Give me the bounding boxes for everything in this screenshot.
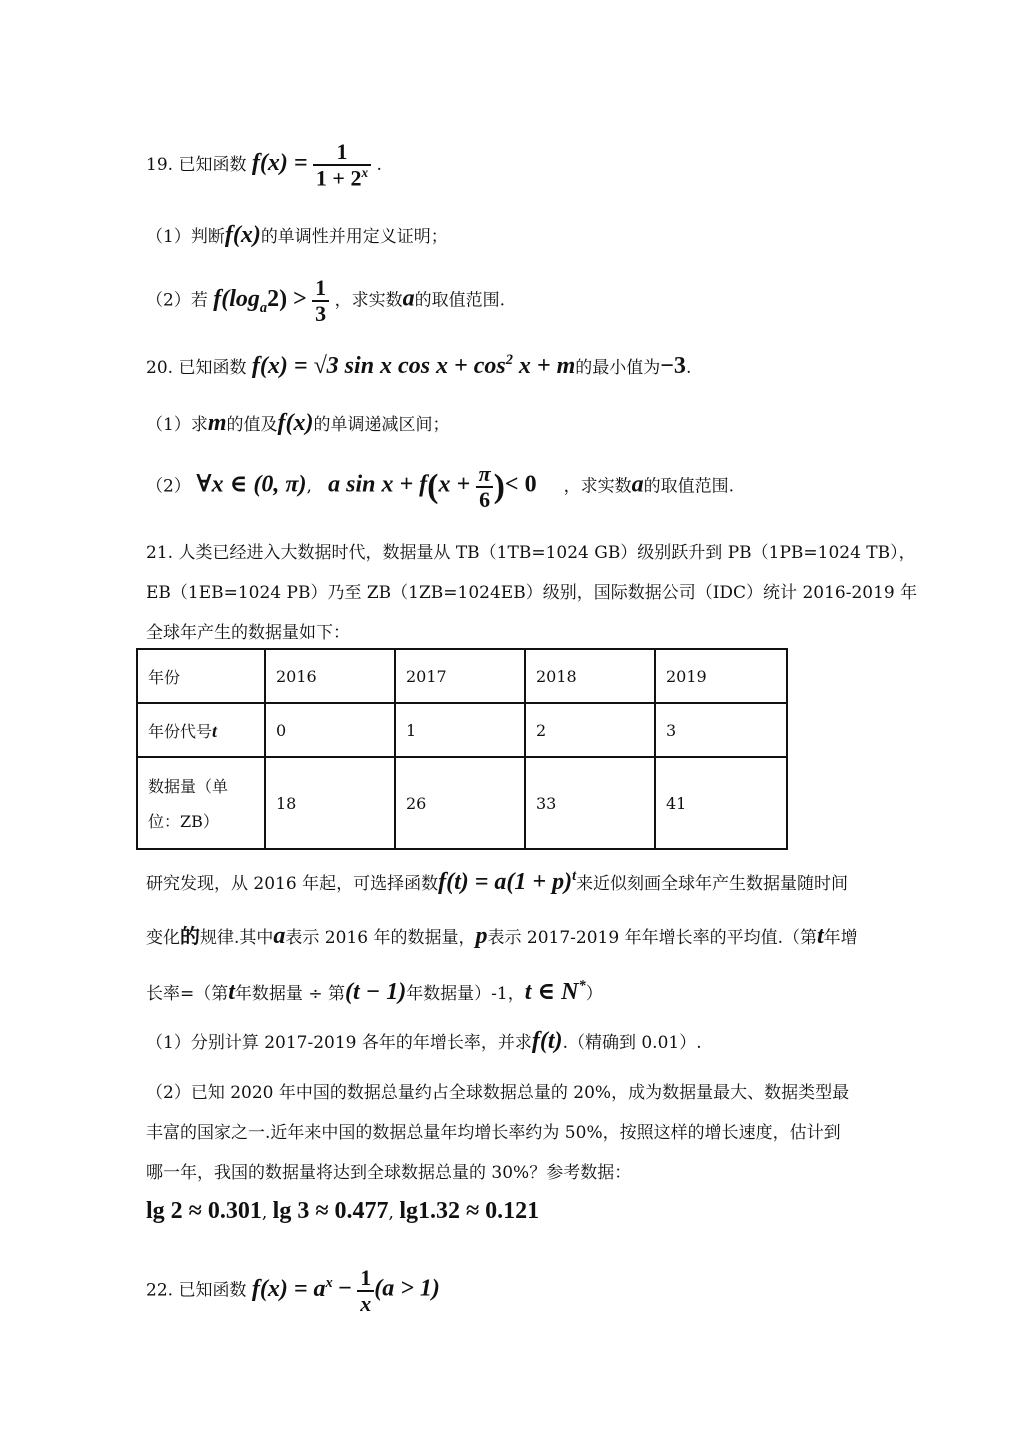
q20-p2-ineq-x: x + — [438, 471, 471, 498]
q21-sentence2: 变化的规律.其中a表示 2016 年的数据量，p表示 2017-2019 年年增长率的平均值.（第t年增 — [146, 923, 858, 949]
table-row — [137, 703, 787, 757]
q21-part1: （1）分别计算 2017-2019 各年的年增长率，并求f(t).（精确到 0.01）. — [146, 1028, 702, 1054]
q20-p2-comma: , — [306, 476, 312, 497]
q20-p1-label: （1）求 — [146, 415, 208, 435]
q19-fraction — [313, 140, 371, 191]
q20-part1 — [146, 410, 449, 437]
q21-cond: t ∈ N* — [524, 978, 586, 1005]
q19-p1-label: （1）判断 — [146, 227, 225, 247]
q22-cond: (a > 1) — [374, 1275, 440, 1302]
table-cell: 2017 — [395, 649, 525, 703]
q21-line2: EB（1EB=1024 PB）乃至 ZB（1ZB=1024EB）级别，国际数据公司（IDC）统计 2016-2019 年 — [146, 583, 918, 603]
q20-p2-text2: 的取值范围. — [643, 476, 735, 497]
table-cell: 年份 — [137, 649, 265, 703]
q21-part2-line2: 丰富的国家之一.近年来中国的数据总量年均增长率约为 50%，按照这样的增长速度，估计到 — [146, 1123, 841, 1143]
q20-paren-open: ( — [427, 468, 439, 506]
q20-lead: 已知函数 — [178, 358, 247, 378]
q19-p2-lhs: $f(\log_a2)$ > — [213, 285, 307, 316]
q21-line3: 全球年产生的数据量如下： — [146, 623, 350, 643]
table-row — [137, 649, 787, 703]
q20-p1-text2: 的单调递减区间； — [313, 415, 450, 435]
q20-p1-text1: 的值及 — [226, 415, 278, 435]
q22-lead: 已知函数 — [178, 1280, 247, 1301]
table-cell: 2018 — [525, 649, 655, 703]
table-row — [137, 757, 787, 849]
q21-part2-line3: 哪一年，我国的数据量将达到全球数据总量的 30%？参考数据： — [146, 1163, 632, 1183]
q20-p2-label: （2） — [146, 476, 191, 497]
q19-line — [146, 140, 382, 191]
q19-part1 — [146, 222, 448, 249]
q19-part2 — [146, 276, 505, 326]
table-cell: 1 — [395, 703, 525, 757]
data-table — [136, 648, 788, 850]
q22-minus: − — [338, 1275, 352, 1302]
table-cell: 0 — [265, 703, 395, 757]
table-cell: 2016 — [265, 649, 395, 703]
q19-p1-fx: f(x) — [224, 222, 261, 248]
q20-p1-fx: f(x) — [277, 410, 314, 436]
q19-p1-text: 的单调性并用定义证明； — [260, 227, 448, 247]
table-cell: 年份代号t — [137, 703, 265, 757]
q19-frac-den: $1 + 2^x$ — [313, 164, 371, 191]
q20-paren-close: ) — [493, 468, 505, 506]
q20-part2 — [146, 462, 734, 512]
q20-number: 20. — [146, 358, 174, 378]
q19-lead: 已知函数 — [178, 154, 247, 175]
q20-p2-fraction: $\frac{\pi}{6}$ — [476, 462, 494, 512]
q22-fraction: $\frac{1}{x}$ — [357, 1266, 374, 1316]
q20-p2-ineq-right: < 0 — [504, 471, 537, 498]
q19-p2-text2: 的取值范围. — [414, 290, 505, 311]
q20-minval: −3 — [660, 353, 686, 379]
table-cell: 18 — [265, 757, 395, 849]
q19-end: . — [376, 154, 382, 175]
q19-formula-lhs: f(x) = — [251, 149, 308, 176]
table-cell: 41 — [655, 757, 787, 849]
q21-model-formula: $f(t) = a(1 + p)^t$ — [438, 868, 577, 895]
q21-part2-line1: （2）已知 2020 年中国的数据总量约占全球数据总量的 20%，成为数据量最大、数据类型最 — [146, 1083, 850, 1103]
q20-p2-var: a — [631, 471, 644, 498]
q19-p2-var: a — [402, 285, 415, 312]
q21-sentence1: 研究发现，从 2016 年起，可选择函数$f(t) = a(1 + p)^t$来近似刻画全球年产生数据量随时间 — [146, 868, 849, 895]
q20-end: . — [685, 358, 692, 378]
table-cell: 数据量（单 位：ZB） — [137, 757, 265, 849]
q20-p1-var: m — [207, 410, 227, 436]
q20-formula: f(x) = √3 sin x $\cos x + \cos^2 x + m$ — [251, 352, 576, 379]
table-cell: 2019 — [655, 649, 787, 703]
q21-reference-data: lg 2 ≈ 0.301, lg 3 ≈ 0.477, lg1.32 ≈ 0.121 — [146, 1198, 540, 1224]
q22-number: 22. — [146, 1280, 174, 1301]
q21-sentence3: 长率=（第t年数据量 ÷ 第(t − 1)年数据量）-1，t ∈ N*） — [146, 978, 603, 1005]
q20-p2-text1: ，求实数 — [563, 476, 632, 497]
q20-line — [146, 352, 691, 380]
q19-number: 19. — [146, 154, 174, 175]
q22-formula-lhs: $f(x) = a^x$ — [251, 1274, 333, 1302]
q19-p2-label: （2）若 — [146, 290, 208, 311]
table-cell: 2 — [525, 703, 655, 757]
q20-p2-ineq-left: a sin x + f — [328, 471, 428, 498]
q21-line1: 21. 人类已经进入大数据时代，数据量从 TB（1TB=1024 GB）级别跃升到 PB（1PB=1024 TB）， — [146, 543, 916, 563]
table-cell: 26 — [395, 757, 525, 849]
q20-text: 的最小值为 — [575, 358, 661, 378]
q22-line — [146, 1266, 440, 1316]
q20-p2-cond: ∀x ∈ (0, π) — [196, 471, 307, 498]
q19-p2-text1: ，求实数 — [334, 290, 403, 311]
q19-frac-num: 1 — [336, 139, 348, 164]
table-cell: 33 — [525, 757, 655, 849]
q19-p2-fraction: $\frac{1}{3}$ — [312, 276, 329, 326]
table-cell: 3 — [655, 703, 787, 757]
